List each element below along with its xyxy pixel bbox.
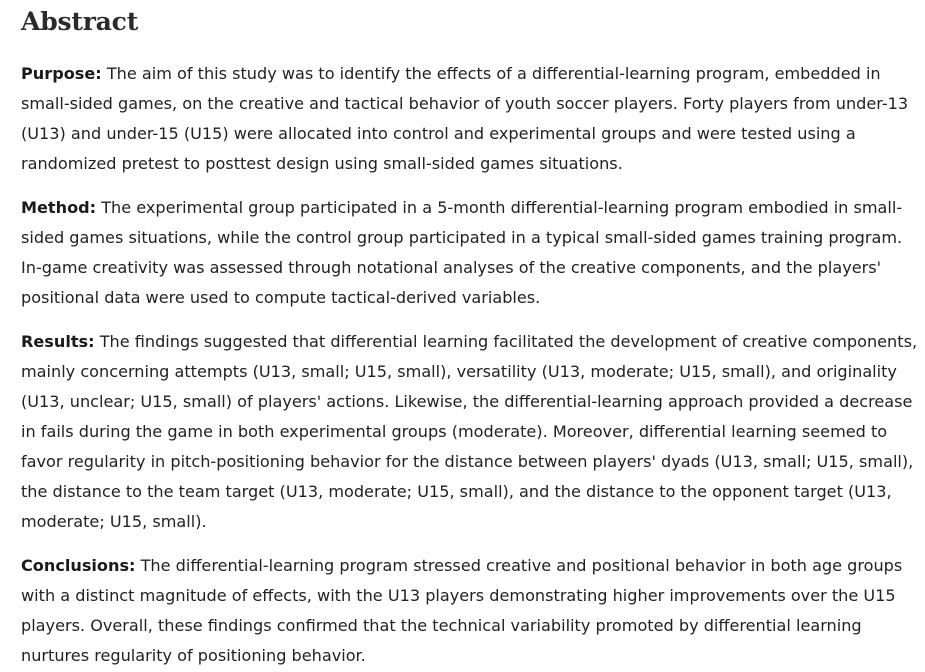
purpose-text: The aim of this study was to identify the effects of a differential-learning program, embedded in small-sided games, on the creative and tactical behavior of youth soccer players. Forty players from under-13 (U13) and under-15 (U15) were allocated into control and experimental groups and were tested using a randomized pretest to posttest design using small-sided games situations. — [21, 64, 909, 173]
conclusions-label: Conclusions: — [21, 556, 136, 575]
purpose-section — [21, 59, 919, 179]
conclusions-section — [21, 551, 919, 671]
method-text: The experimental group participated in a 5-month differential-learning program embodied in small-sided games situations, while the control group participated in a typical small-sided games training program. In-game creativity was assessed through notational analyses of the creative components, and the players' positional data were used to compute tactical-derived variables. — [21, 198, 903, 307]
method-label: Method: — [21, 198, 97, 217]
results-section — [21, 327, 919, 537]
conclusions-text: The differential-learning program stressed creative and positional behavior in both age groups with a distinct magnitude of effects, with the U13 players demonstrating higher improvements over the U15 players. Overall, these findings confirmed that the technical variability promoted by differential learning nurtures regularity of positioning behavior. — [21, 556, 903, 665]
abstract-heading: Abstract — [21, 7, 139, 36]
method-section — [21, 193, 919, 313]
results-text: The findings suggested that differential learning facilitated the development of creative components, mainly concerning attempts (U13, small; U15, small), versatility (U13, moderate; U15, small), and originality (U13, unclear; U15, small) of players' actions. Likewise, the differential-learning approach provided a decrease in fails during the game in both experimental groups (moderate). Moreover, differential learning seemed to favor regularity in pitch-positioning behavior for the distance between players' dyads (U13, small; U15, small), the distance to the team target (U13, moderate; U15, small), and the distance to the opponent target (U13, moderate; U15, small). — [21, 332, 918, 531]
abstract-article — [21, 0, 919, 671]
results-label: Results: — [21, 332, 95, 351]
purpose-label: Purpose: — [21, 64, 102, 83]
